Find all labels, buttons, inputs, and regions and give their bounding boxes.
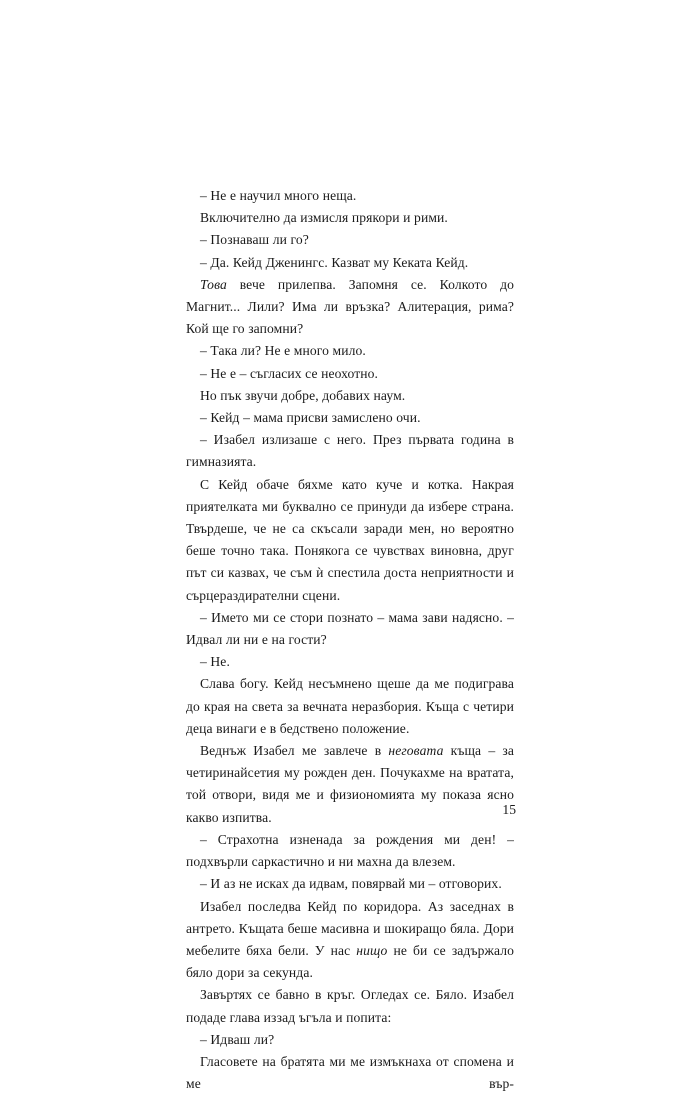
- body-text: [186, 185, 514, 1095]
- paragraph: [186, 252, 514, 274]
- paragraph: [186, 274, 514, 341]
- paragraph: [186, 474, 514, 607]
- text-run: Изабел последва Кейд по коридора. Аз заседнах в антрето. Къщата беше масивна и шокиращо бяла. Дори мебелите бяха бели. У нас: [186, 898, 514, 958]
- paragraph: [186, 185, 514, 207]
- text-run: Веднъж Изабел ме завлече в: [200, 743, 389, 759]
- paragraph: [186, 896, 514, 985]
- paragraph: [186, 1051, 514, 1095]
- paragraph: [186, 673, 514, 740]
- italic-text: Това: [200, 276, 227, 292]
- text-run: – Не е – съгласих се неохотно.: [200, 365, 379, 381]
- text-run: Включително да измисля прякори и рими.: [200, 210, 448, 226]
- text-run: – Изабел излизаше с него. През първата година в гимназията.: [186, 432, 514, 470]
- paragraph: [186, 607, 514, 651]
- italic-text: неговата: [388, 743, 444, 759]
- text-run: С Кейд обаче бяхме като куче и котка. Накрая приятелката ми буквално се принуди да избере страна. Твърдеше, че не са скъсали заради мен, но вероятно беше точно така. Понякога се чувствах виновна, друг път си казвах, че съм ѝ спестила доста неприятности и сърцераздирателни сцени.: [186, 476, 514, 603]
- italic-text: нищо: [356, 942, 388, 958]
- paragraph: [186, 873, 514, 895]
- text-run: – Страхотна изненада за рождения ми ден! – подхвърли саркастично и ни махна да влезем.: [186, 831, 514, 870]
- text-run: Но пък звучи добре, добавих наум.: [200, 387, 406, 403]
- paragraph: [186, 740, 514, 829]
- text-run: – Името ми се стори познато – мама зави надясно. – Идвал ли ни е на гости?: [186, 609, 514, 648]
- text-run: – Не е научил много неща.: [200, 188, 357, 203]
- text-run: – Познаваш ли го?: [200, 232, 309, 248]
- text-run: – И аз не исках да идвам, повярвай ми – отговорих.: [200, 876, 502, 892]
- paragraph: [186, 984, 514, 1028]
- paragraph: [186, 363, 514, 385]
- paragraph: [186, 207, 514, 229]
- paragraph: [186, 385, 514, 407]
- text-run: Завъртях се бавно в кръг. Огледах се. Бяло. Изабел подаде глава иззад ъгъла и попита:: [186, 987, 514, 1025]
- paragraph: [186, 229, 514, 251]
- paragraph: [186, 407, 514, 429]
- text-run: – Не.: [200, 654, 230, 670]
- text-run: – Кейд – мама присви замислено очи.: [200, 410, 421, 426]
- paragraph: [186, 829, 514, 873]
- text-run: Гласовете на братята ми ме измъкнаха от спомена и ме вър-: [186, 1053, 514, 1092]
- paragraph: [186, 1029, 514, 1051]
- paragraph: [186, 429, 514, 473]
- text-run: вече прилепва. Запомня се. Колкото до Магнит... Лили? Има ли връзка? Алитерация, рима? Кой ще го запомни?: [186, 276, 514, 337]
- text-run: – Така ли? Не е много мило.: [200, 343, 366, 359]
- text-run: – Да. Кейд Дженингс. Казват му Кеката Кейд.: [200, 254, 469, 270]
- paragraph: [186, 340, 514, 362]
- text-run: – Идваш ли?: [200, 1031, 275, 1047]
- paragraph: [186, 651, 514, 673]
- text-run: къща – за четиринайсетия му рожден ден. Почукахме на вратата, той отвори, видя ме и физиономията му показа ясно какво изпитва.: [186, 743, 515, 825]
- text-run: Слава богу. Кейд несъмнено щеше да ме подиграва до края на света за вечната неразбория. Къща с четири деца винаги е в бедствено положение.: [186, 676, 514, 736]
- page-number: 15: [502, 802, 516, 817]
- text-run: не би се задържало бяло дори за секунда.: [186, 942, 514, 981]
